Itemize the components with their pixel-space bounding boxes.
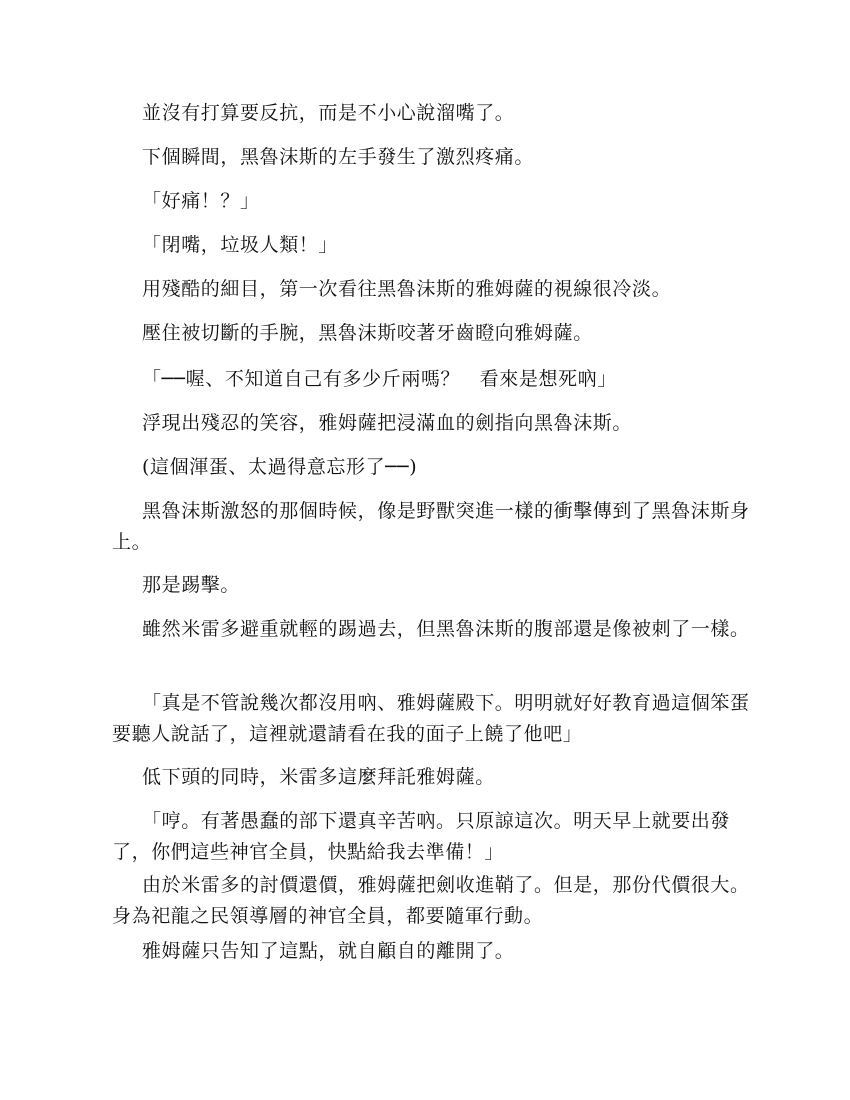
paragraph-8: 浮現出殘忍的笑容，雅姆薩把浸滿血的劍指向黑魯沫斯。: [142, 412, 633, 434]
paragraph-4: 「閉嘴，垃圾人類！」: [142, 234, 339, 256]
paragraph-13: 「真是不管說幾次都沒用吶、雅姆薩殿下。明明就好好教育過這個笨蛋要聽人說話了，這裡就還請看在我的面子上饒了他吧」: [112, 692, 750, 745]
paragraph-10: 黑魯沫斯激怒的那個時候，像是野獸突進一樣的衝擊傳到了黑魯沫斯身上。: [112, 500, 750, 553]
paragraph-14: 低下頭的同時，米雷多這麼拜託雅姆薩。: [142, 766, 495, 788]
paragraph-12: 雖然米雷多避重就輕的踢過去，但黑魯沫斯的腹部還是像被刺了一樣。: [142, 618, 750, 640]
paragraph-16: 由於米雷多的討價還價，雅姆薩把劍收進鞘了。但是，那份代價很大。身為祀龍之民領導層的神官全員，都要隨軍行動。: [112, 874, 750, 927]
paragraph-17: 雅姆薩只告知了這點，就自顧自的離開了。: [142, 940, 515, 962]
paragraph-9: (這個渾蛋、太過得意忘形了──): [142, 456, 418, 478]
paragraph-6: 壓住被切斷的手腕，黑魯沫斯咬著牙齒瞪向雅姆薩。: [142, 322, 593, 344]
paragraph-15: 「哼。有著愚蠢的部下還真辛苦吶。只原諒這次。明天早上就要出發了，你們這些神官全員，快點給我去準備！」: [112, 810, 731, 863]
paragraph-1: 並沒有打算要反抗，而是不小心說溜嘴了。: [142, 102, 515, 124]
paragraph-2: 下個瞬間，黑魯沫斯的左手發生了激烈疼痛。: [142, 146, 535, 168]
paragraph-11: 那是踢擊。: [142, 574, 241, 596]
paragraph-3: 「好痛！？」: [142, 190, 260, 212]
paragraph-5: 用殘酷的細目，第一次看往黑魯沫斯的雅姆薩的視線很冷淡。: [142, 278, 672, 300]
paragraph-7: 「──喔、不知道自己有多少斤兩嗎？ 看來是想死吶」: [142, 368, 617, 390]
